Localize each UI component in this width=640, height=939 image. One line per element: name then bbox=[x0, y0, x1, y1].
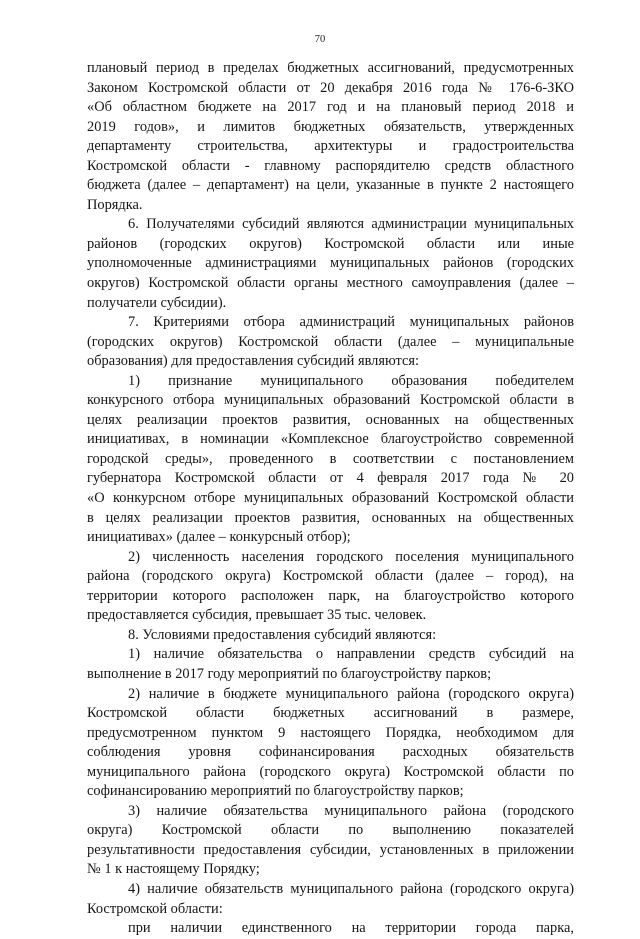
text-line: «Об областном бюджете на 2017 год и на плановый период 2018 и bbox=[87, 99, 574, 116]
text-line: губернатора Костромской области от 4 февраля 2017 года № 20 bbox=[87, 470, 574, 487]
text-line: 4) наличие обязательств муниципального района (городского округа) bbox=[128, 880, 574, 897]
text-line: при наличии единственного на территории города парка, bbox=[128, 920, 574, 937]
text-line: Порядка. bbox=[87, 196, 143, 213]
text-line: образования) для предоставления субсидий являются: bbox=[87, 353, 420, 370]
text-line: выполнение в 2017 году мероприятий по благоустройству парков; bbox=[87, 665, 492, 682]
text-line: районов (городских округов) Костромской области или иные bbox=[87, 235, 574, 252]
text-line: Костромской области бюджетных ассигнований в размере, bbox=[87, 705, 574, 722]
text-line: плановый период в пределах бюджетных ассигнований, предусмотренных bbox=[87, 60, 574, 76]
text-line: предоставляется субсидия, превышает 35 тыс. человек. bbox=[87, 607, 427, 624]
text-line: Законом Костромской области от 20 декабря 2016 года № 176-6-ЗКО bbox=[87, 79, 574, 96]
text-line: округов) Костромской области органы местного самоуправления (далее – bbox=[87, 275, 574, 292]
text-line: округа) Костромской области по выполнению показателей bbox=[87, 822, 574, 839]
text-line: № 1 к настоящему Порядку; bbox=[87, 861, 260, 878]
text-line: 6. Получателями субсидий являются администрации муниципальных bbox=[128, 216, 574, 233]
text-line: (городских округов) Костромской области (далее – муниципальные bbox=[87, 333, 574, 350]
text-line: 1) наличие обязательства о направлении средств субсидий на bbox=[128, 646, 574, 663]
text-line: целях реализации проектов развития, основанных на общественных bbox=[87, 411, 574, 428]
text-line: получатели субсидии). bbox=[87, 294, 227, 311]
text-line: предусмотренном пунктом 9 настоящего Порядка, необходимом для bbox=[87, 724, 574, 741]
text-line: 2) наличие в бюджете муниципального района (городского округа) bbox=[128, 685, 574, 702]
text-line: конкурсного отбора муниципальных образований Костромской области в bbox=[87, 392, 574, 409]
text-line: муниципального района (городского округа) Костромской области по bbox=[87, 763, 574, 780]
text-line: 7. Критериями отбора администраций муниципальных районов bbox=[128, 314, 574, 331]
text-line: 3) наличие обязательства муниципального района (городского bbox=[128, 802, 574, 819]
text-line: 2) численность населения городского поселения муниципального bbox=[128, 548, 574, 565]
text-line: «О конкурсном отборе муниципальных образований Костромской области bbox=[87, 490, 574, 507]
text-line: инициативах» (далее – конкурсный отбор); bbox=[87, 529, 351, 546]
text-line: городской среды», проведенного в соответствии с постановлением bbox=[87, 450, 574, 467]
text-line: результативности предоставления субсидии, установленных в приложении bbox=[87, 841, 574, 858]
page-number: 70 bbox=[314, 34, 326, 45]
text-line: района (городского округа) Костромской области (далее – город), на bbox=[87, 568, 574, 585]
text-line: 8. Условиями предоставления субсидий являются: bbox=[128, 626, 437, 643]
text-line: соблюдения уровня софинансирования расходных обязательств bbox=[87, 744, 574, 761]
text-line: бюджета (далее – департамент) на цели, указанные в пункте 2 настоящего bbox=[87, 177, 574, 194]
text-line: 1) признание муниципального образования победителем bbox=[128, 372, 574, 389]
text-line: 2019 годов», и лимитов бюджетных обязательств, утвержденных bbox=[87, 118, 574, 135]
text-line: в целях реализации проектов развития, основанных на общественных bbox=[87, 509, 574, 526]
text-line: уполномоченные администрациями муниципальных районов (городских bbox=[87, 255, 574, 272]
text-line: инициативах, в номинации «Комплексное благоустройство современной bbox=[87, 431, 574, 448]
text-line: департаменту строительства, архитектуры и градостроительства bbox=[87, 138, 574, 155]
text-line: Костромской области - главному распорядителю средств областного bbox=[87, 157, 574, 174]
text-line: софинансированию мероприятий по благоустройству парков; bbox=[87, 783, 464, 800]
document-body bbox=[87, 59, 574, 939]
text-line: территории которого расположен парк, на благоустройство которого bbox=[87, 587, 574, 604]
text-line: Костромской области: bbox=[87, 900, 223, 917]
